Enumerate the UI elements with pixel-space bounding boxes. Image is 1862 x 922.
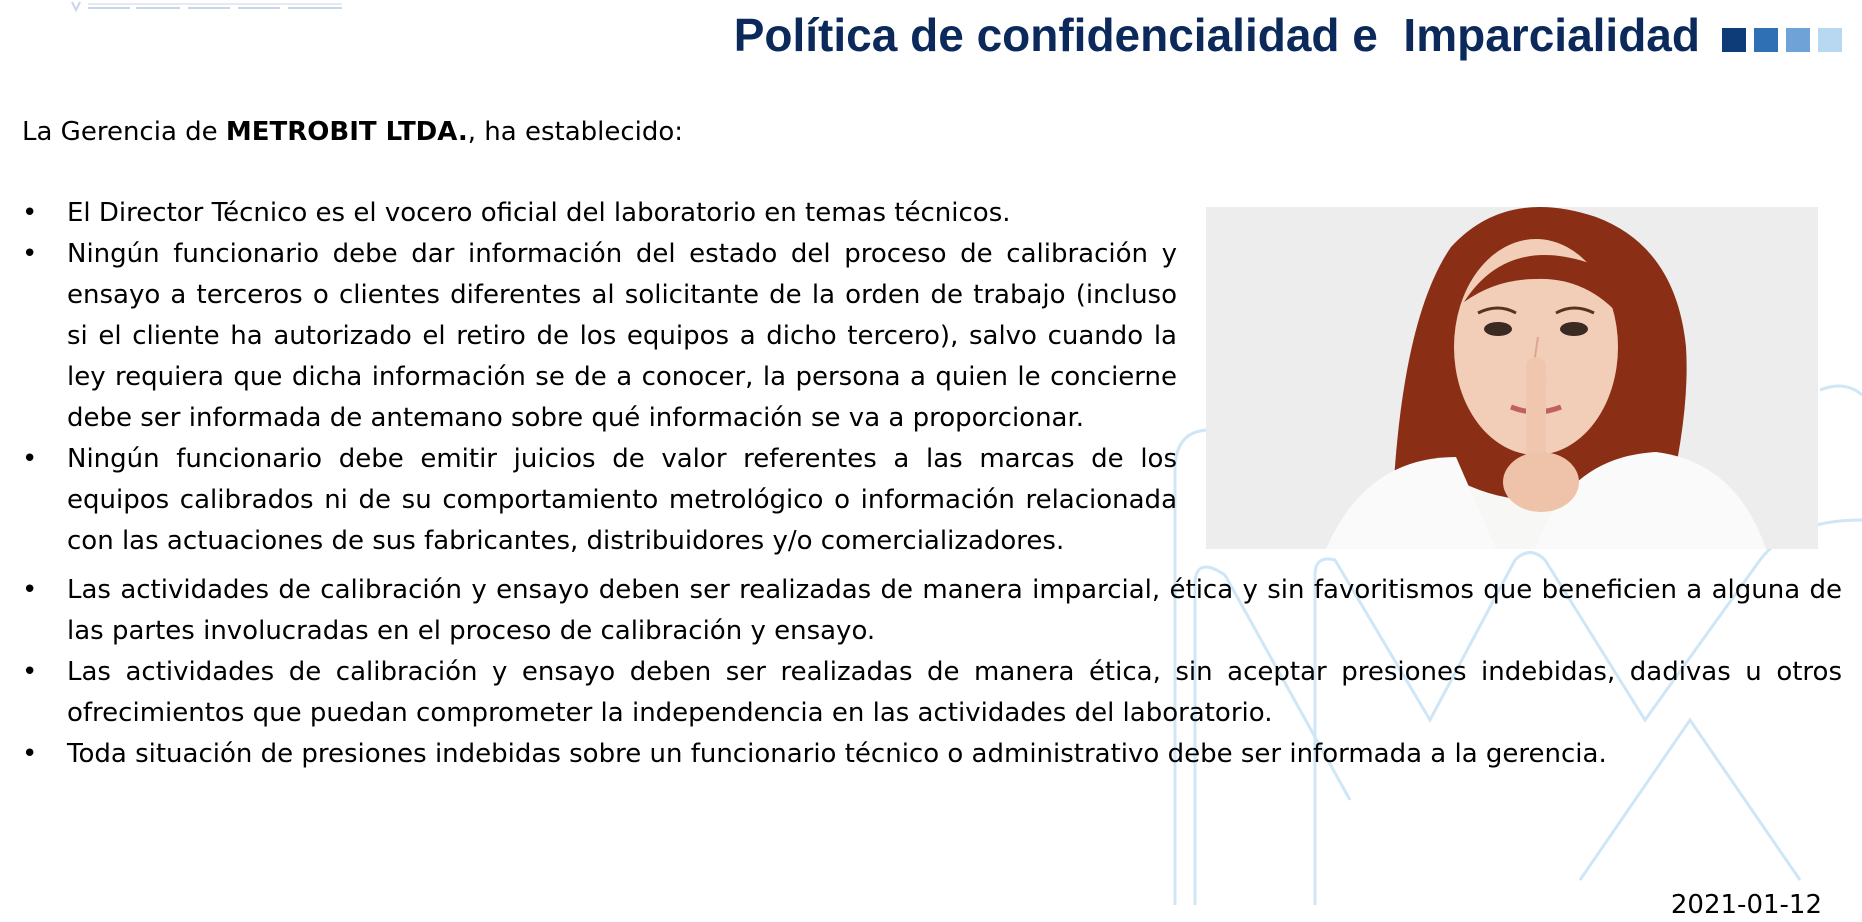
decor-square-4	[1818, 28, 1842, 52]
decor-square-1	[1722, 28, 1746, 52]
decor-square-2	[1754, 28, 1778, 52]
page-title: Política de confidencialidad e Imparcialidad	[733, 9, 1700, 61]
list-item: • Ningún funcionario debe dar información del estado del proceso de calibración y ensayo a terceros o clientes diferentes al solicitante de la orden de trabajo (incluso si el cliente ha autorizado el retiro de los equipos a dicho tercero), salvo cuando la ley requiera que dicha información se de a conocer, la persona a quien le concierne debe ser informada de antemano sobre qué información se va a proporcionar.	[22, 234, 1177, 439]
title-decoration	[1722, 18, 1842, 52]
list-item: • El Director Técnico es el vocero oficial del laboratorio en temas técnicos.	[22, 193, 1177, 234]
decor-square-3	[1786, 28, 1810, 52]
list-item: • Las actividades de calibración y ensayo deben ser realizadas de manera imparcial, ética y sin favoritismos que beneficien a alguna de las partes involucradas en el proceso de calibración y ensayo.	[22, 570, 1842, 652]
list-item: • Toda situación de presiones indebidas sobre un funcionario técnico o administrativo debe ser informada a la gerencia.	[22, 734, 1842, 775]
slide-date: 2021-01-12	[1670, 890, 1822, 920]
woman-silence-photo	[1206, 207, 1818, 549]
intro-prefix: La Gerencia de	[22, 117, 226, 147]
company-logo	[70, 0, 350, 14]
title-bar	[734, 8, 1842, 62]
intro-text	[22, 112, 1822, 153]
company-name: METROBIT LTDA.	[225, 117, 468, 147]
intro-suffix: , ha establecido:	[467, 117, 684, 147]
list-item: • Las actividades de calibración y ensayo deben ser realizadas de manera ética, sin aceptar presiones indebidas, dadivas u otros ofrecimientos que puedan comprometer la independencia en las actividades del laboratorio.	[22, 652, 1842, 734]
list-item: • Ningún funcionario debe emitir juicios de valor referentes a las marcas de los equipos calibrados ni de su comportamiento metrológico o información relacionada con las actuaciones de sus fabricantes, distribuidores y/o comercializadores.	[22, 439, 1177, 562]
